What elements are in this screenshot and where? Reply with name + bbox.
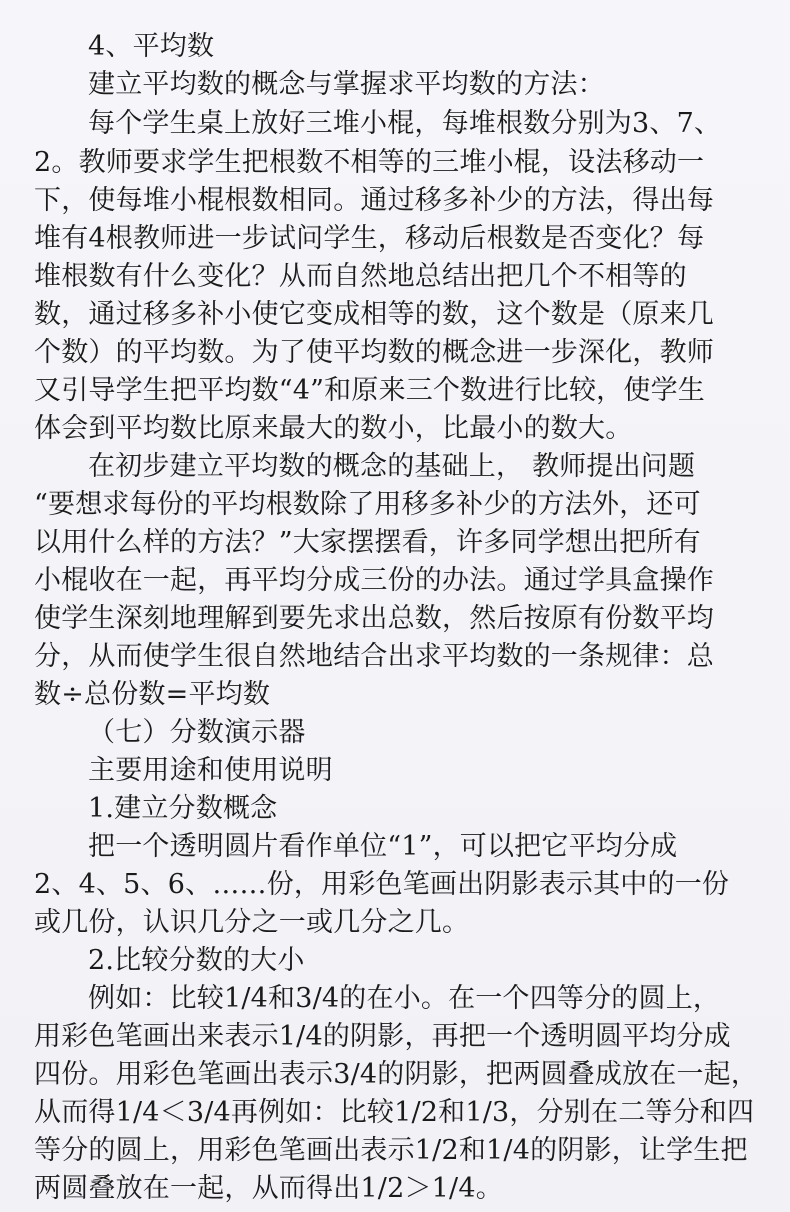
subheading-item-2: 2.比较分数的大小 (88, 945, 305, 976)
section-heading-fraction-demonstrator: （七）分数演示器 (88, 717, 306, 748)
paragraph-line: 体会到平均数比原来最大的数小，比最小的数大。 (34, 413, 633, 444)
subheading-usage: 主要用途和使用说明 (88, 755, 333, 786)
paragraph-line: 每个学生桌上放好三堆小棍，每堆根数分别为3、7、 (88, 108, 722, 139)
paragraph-line: 例如：比较1/4和3/4的在小。在一个四等分的圆上， (88, 983, 721, 1014)
paragraph-line: 用彩色笔画出来表示1/4的阴影，再把一个透明圆平均分成 (34, 1021, 731, 1052)
paragraph-line: “要想求每份的平均根数除了用移多补少的方法外，还可 (34, 489, 701, 520)
formula-line: 数÷总份数=平均数 (34, 679, 271, 710)
paragraph-line: 堆根数有什么变化？从而自然地总结出把几个不相等的 (34, 261, 687, 292)
subheading-item-1: 1.建立分数概念 (88, 793, 278, 824)
paragraph-line: 从而得1/4＜3/4再例如：比较1/2和1/3，分别在二等分和四 (34, 1097, 755, 1128)
paragraph-line: 等分的圆上，用彩色笔画出表示1/2和1/4的阴影，让学生把 (34, 1135, 748, 1166)
paragraph-line: 或几份，认识几分之一或几分之几。 (34, 907, 470, 938)
paragraph-line: 两圆叠放在一起，从而得出1/2＞1/4。 (34, 1173, 503, 1204)
paragraph-line: 小棍收在一起，再平均分成三份的办法。通过学具盒操作 (34, 565, 714, 596)
paragraph-line: 建立平均数的概念与掌握求平均数的方法： (88, 69, 605, 100)
paragraph-line: 堆有4根教师进一步试问学生，移动后根数是否变化？每 (34, 223, 705, 254)
paragraph-line: 把一个透明圆片看作单位“1”，可以把它平均分成 (88, 831, 678, 862)
paragraph-line: 以用什么样的方法？”大家摆摆看，许多同学想出把所有 (34, 527, 701, 558)
paragraph-line: 下，使每堆小棍根数相同。通过移多补少的方法，得出每 (34, 185, 714, 216)
paragraph-line: 2。教师要求学生把根数不相等的三堆小棍，设法移动一 (34, 147, 705, 178)
paragraph-line: 2、4、5、6、……份，用彩色笔画出阴影表示其中的一份 (34, 869, 730, 900)
paragraph-line: 使学生深刻地理解到要先求出总数，然后按原有份数平均 (34, 603, 714, 634)
paragraph-line: 又引导学生把平均数“4”和原来三个数进行比较，使学生 (34, 375, 705, 406)
paragraph-line: 在初步建立平均数的概念的基础上， 教师提出问题 (88, 451, 696, 482)
section-heading-average: 4、平均数 (88, 31, 215, 62)
paragraph-line: 个数）的平均数。为了使平均数的概念进一步深化，教师 (34, 337, 714, 368)
paragraph-line: 分，从而使学生很自然地结合出求平均数的一条规律：总 (34, 641, 714, 672)
paragraph-line: 四份。用彩色笔画出表示3/4的阴影，把两圆叠成放在一起， (34, 1059, 759, 1090)
paragraph-line: 数，通过移多补小使它变成相等的数，这个数是（原来几 (34, 299, 714, 330)
